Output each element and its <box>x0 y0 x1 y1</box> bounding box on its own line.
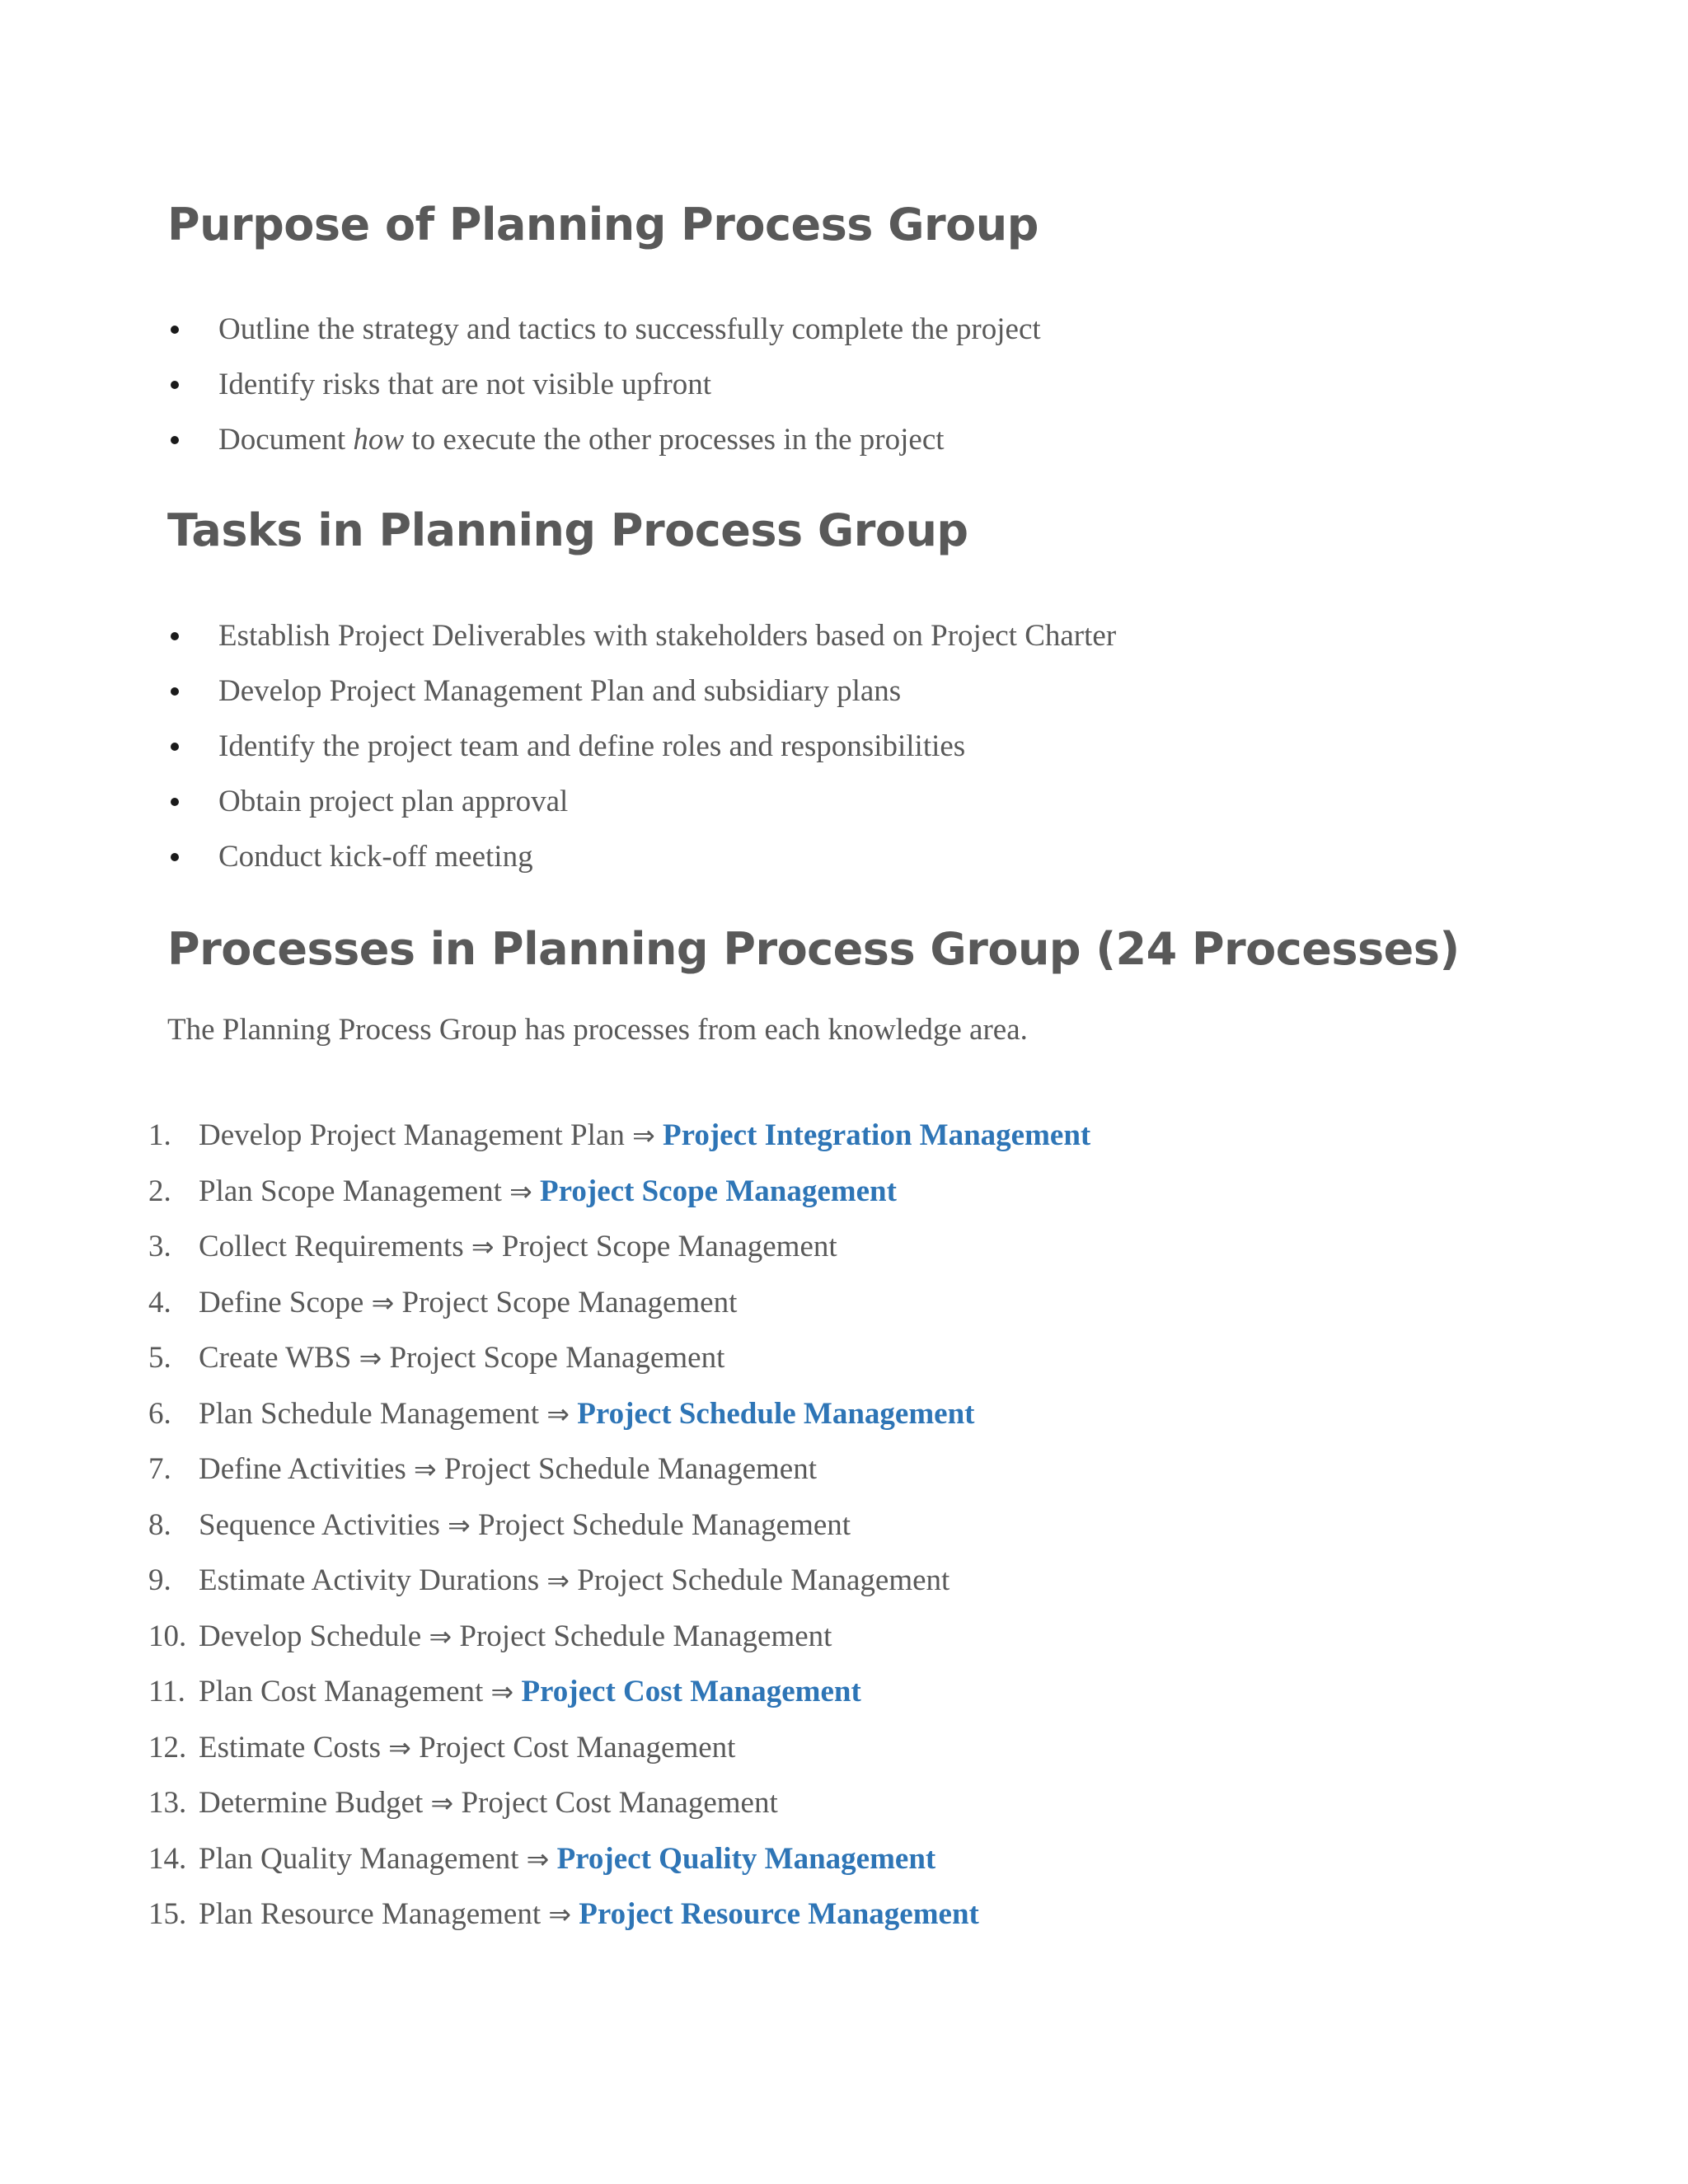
process-item <box>148 1497 1090 1554</box>
knowledge-area: Project Cost Management <box>419 1730 736 1765</box>
knowledge-area: Project Schedule Management <box>443 1452 817 1486</box>
arrow-icon: ⇒ <box>546 1397 570 1430</box>
process-name: Define Activities <box>199 1452 406 1486</box>
bullet-text: Conduct kick-off meeting <box>218 840 533 874</box>
bullet-text: Identify risks that are not visible upfront <box>218 368 712 401</box>
process-name: Sequence Activities <box>199 1507 440 1542</box>
bullet-text: Establish Project Deliverables with stakeholders based on Project Charter <box>218 619 1117 653</box>
knowledge-area: Project Schedule Management <box>459 1619 832 1653</box>
process-name: Estimate Costs <box>199 1730 381 1765</box>
process-number: 8. <box>148 1507 171 1542</box>
knowledge-area: Project Scope Management <box>401 1285 738 1319</box>
knowledge-area: Project Integration Management <box>662 1118 1091 1152</box>
process-number: 10. <box>148 1619 187 1653</box>
process-item <box>148 1219 1090 1275</box>
process-number: 4. <box>148 1285 171 1319</box>
knowledge-area: Project Cost Management <box>461 1786 778 1820</box>
arrow-icon: ⇒ <box>371 1286 395 1319</box>
processes-heading: Processes in Planning Process Group (24 Processes) <box>167 923 1460 975</box>
process-number: 14. <box>148 1841 187 1876</box>
process-name: Collect Requirements <box>199 1230 464 1263</box>
knowledge-area: Project Resource Management <box>579 1897 979 1931</box>
process-number: 5. <box>148 1341 171 1375</box>
knowledge-area: Project Scope Management <box>540 1174 897 1208</box>
bullet-icon <box>171 632 179 640</box>
bullet-text: Outline the strategy and tactics to successfully complete the project <box>218 312 1041 346</box>
list-item <box>167 357 1041 412</box>
process-item <box>148 1775 1090 1831</box>
process-name: Define Scope <box>199 1285 364 1319</box>
list-item <box>167 774 1116 829</box>
list-item <box>167 412 1041 467</box>
process-name: Estimate Activity Durations <box>199 1563 540 1597</box>
arrow-icon: ⇒ <box>429 1619 452 1652</box>
arrow-icon: ⇒ <box>526 1842 550 1875</box>
bullet-text-pre: Document <box>218 423 354 457</box>
process-item <box>148 1886 1090 1943</box>
arrow-icon: ⇒ <box>414 1453 437 1485</box>
bullet-icon <box>171 687 179 696</box>
bullet-icon <box>171 743 179 751</box>
process-item <box>148 1108 1090 1164</box>
process-item <box>148 1386 1090 1442</box>
knowledge-area: Project Schedule Management <box>577 1563 950 1597</box>
bullet-icon <box>171 798 179 806</box>
process-number: 13. <box>148 1786 187 1820</box>
list-item <box>167 663 1116 719</box>
process-item <box>148 1330 1090 1386</box>
purpose-bullet-list <box>167 302 1041 467</box>
knowledge-area: Project Scope Management <box>501 1230 837 1263</box>
knowledge-area: Project Schedule Management <box>478 1507 851 1542</box>
bullet-icon <box>171 326 179 334</box>
knowledge-area: Project Quality Management <box>556 1841 936 1876</box>
tasks-heading: Tasks in Planning Process Group <box>167 504 968 556</box>
process-number: 9. <box>148 1563 171 1597</box>
process-number: 1. <box>148 1118 171 1152</box>
bullet-icon <box>171 381 179 389</box>
arrow-icon: ⇒ <box>490 1675 514 1708</box>
process-number: 15. <box>148 1897 187 1931</box>
process-number: 2. <box>148 1174 171 1208</box>
process-item <box>148 1664 1090 1720</box>
tasks-bullet-list <box>167 608 1116 884</box>
list-item <box>167 719 1116 774</box>
arrow-icon: ⇒ <box>448 1508 471 1541</box>
process-number: 6. <box>148 1396 171 1431</box>
purpose-heading: Purpose of Planning Process Group <box>167 199 1039 251</box>
arrow-icon: ⇒ <box>546 1564 570 1596</box>
process-name: Plan Schedule Management <box>199 1396 540 1431</box>
processes-intro: The Planning Process Group has processes from each knowledge area. <box>167 1013 1028 1047</box>
arrow-icon: ⇒ <box>388 1731 411 1764</box>
knowledge-area: Project Cost Management <box>521 1675 861 1708</box>
process-name: Develop Schedule <box>199 1619 422 1653</box>
bullet-text: Obtain project plan approval <box>218 785 569 818</box>
bullet-text: Develop Project Management Plan and subsidiary plans <box>218 674 902 708</box>
arrow-icon: ⇒ <box>359 1342 382 1374</box>
knowledge-area: Project Scope Management <box>389 1341 725 1375</box>
process-name: Create WBS <box>199 1341 352 1375</box>
knowledge-area: Project Schedule Management <box>577 1396 975 1431</box>
process-item <box>148 1275 1090 1331</box>
process-number: 11. <box>148 1675 185 1708</box>
process-item <box>148 1164 1090 1220</box>
process-name: Plan Resource Management <box>199 1897 542 1931</box>
bullet-emphasis: how <box>353 423 405 457</box>
process-number: 12. <box>148 1730 187 1765</box>
process-item <box>148 1553 1090 1609</box>
list-item <box>167 302 1041 357</box>
list-item <box>167 608 1116 663</box>
arrow-icon: ⇒ <box>548 1898 571 1930</box>
bullet-text-post: to execute the other processes in the project <box>404 423 945 457</box>
list-item <box>167 829 1116 884</box>
process-item <box>148 1831 1090 1887</box>
arrow-icon: ⇒ <box>471 1230 495 1263</box>
process-name: Determine Budget <box>199 1786 424 1820</box>
bullet-text: Identify the project team and define roles and responsibilities <box>218 729 966 763</box>
process-item <box>148 1609 1090 1665</box>
bullet-icon <box>171 853 179 861</box>
process-item <box>148 1720 1090 1776</box>
process-name: Plan Scope Management <box>199 1174 502 1208</box>
process-name: Plan Quality Management <box>199 1841 519 1876</box>
bullet-icon <box>171 436 179 444</box>
arrow-icon: ⇒ <box>430 1787 454 1819</box>
arrow-icon: ⇒ <box>632 1119 655 1151</box>
process-number: 3. <box>148 1230 171 1263</box>
processes-numbered-list <box>148 1108 1090 1943</box>
process-name: Plan Cost Management <box>199 1675 484 1708</box>
arrow-icon: ⇒ <box>509 1174 532 1207</box>
process-name: Develop Project Management Plan <box>199 1118 625 1152</box>
process-item <box>148 1441 1090 1497</box>
process-number: 7. <box>148 1452 171 1486</box>
